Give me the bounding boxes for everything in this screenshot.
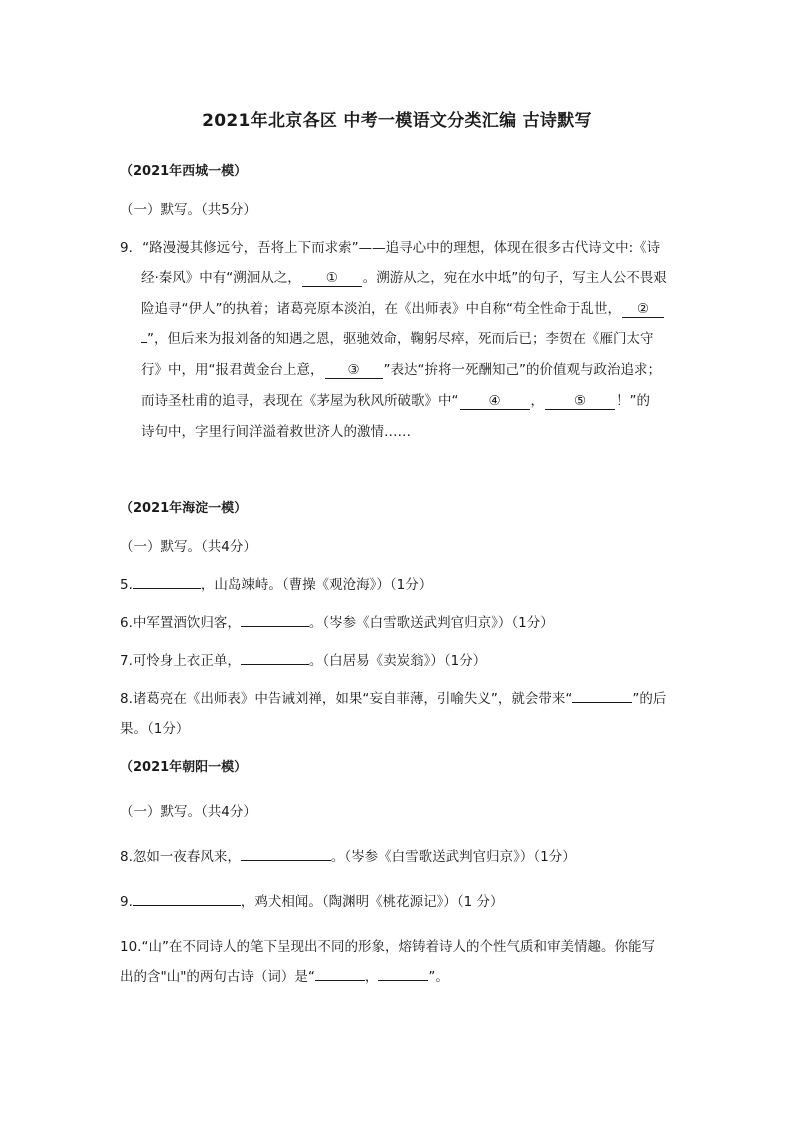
answer-blank-5[interactable]: ⑤ xyxy=(545,394,615,410)
text-segment: 。（白居易《卖炭翁》）（1分） xyxy=(308,653,487,669)
answer-blank-2[interactable]: ② xyxy=(622,302,664,318)
answer-blank[interactable] xyxy=(241,612,309,627)
question-8 xyxy=(120,845,576,865)
question-number: 9. xyxy=(120,894,133,910)
text-segment: ， xyxy=(530,393,544,409)
text-segment: 8.诸葛亮在《出师表》中告诫刘禅，如果“妄自菲薄，引喻失义”，就会带来“ xyxy=(120,691,573,707)
question-9-line-7: 诗句中，字里行间洋溢着救世济人的激情…… xyxy=(141,424,411,440)
text-segment: 经·秦风》中有“溯洄从之， xyxy=(141,270,301,286)
text-segment: 行》中，用“报君黄金台上意， xyxy=(141,362,324,378)
question-9-line-5 xyxy=(141,358,661,379)
text-segment: ，山岛竦峙。（曹操《观沧海》）（1分） xyxy=(200,577,433,593)
question-number: 5. xyxy=(120,577,133,593)
question-9-line-1: 9．“路漫漫其修远兮，吾将上下而求索”——追寻心中的理想，体现在很多古代诗文中:《诗 xyxy=(120,240,661,256)
question-9 xyxy=(120,890,504,910)
part-heading: （一）默写。（共4分） xyxy=(120,539,257,555)
question-8-line-2: 果。（1分） xyxy=(120,721,190,737)
section-heading-xicheng: （2021年西城一模） xyxy=(120,164,248,179)
text-segment: ，鸡犬相闻。（陶渊明《桃花源记》）（1 分） xyxy=(240,894,504,910)
answer-blank[interactable] xyxy=(241,650,309,665)
answer-blank[interactable] xyxy=(378,966,428,981)
text-segment: 。溯游从之，宛在水中坻”的句子，写主人公不畏艰 xyxy=(362,270,667,286)
question-9-line-3 xyxy=(141,297,665,318)
answer-blank[interactable] xyxy=(572,688,632,703)
text-segment: 7.可怜身上衣正单， xyxy=(120,653,241,669)
answer-blank-3[interactable]: ③ xyxy=(325,363,383,379)
answer-blank-1[interactable]: ① xyxy=(302,271,362,287)
text-segment: 出的含"山"的两句古诗（词）是“ xyxy=(120,969,315,985)
text-segment: ”表达“拚将一死酬知己”的价值观与政治追求； xyxy=(383,362,661,378)
text-segment: 。（岑参《白雪歌送武判官归京》）（1分） xyxy=(308,615,554,631)
question-5 xyxy=(120,573,432,593)
text-segment: ， xyxy=(364,969,379,985)
page-title: 2021年北京各区 中考一模语文分类汇编 古诗默写 xyxy=(202,111,592,131)
text-segment: 6.中军置酒饮归客， xyxy=(120,615,241,631)
question-9-line-6 xyxy=(141,389,650,410)
question-9-line-2 xyxy=(141,266,667,287)
text-segment: ！”的 xyxy=(616,393,650,409)
section-heading-chaoyang: （2021年朝阳一模） xyxy=(120,760,248,775)
question-7 xyxy=(120,649,486,669)
question-10-line-1: 10.“山”在不同诗人的笔下呈现出不同的形象，熔铸着诗人的个性气质和审美情趣。你能写 xyxy=(120,939,655,955)
question-10-line-2 xyxy=(120,965,449,985)
text-segment: ”。 xyxy=(428,969,449,985)
question-6 xyxy=(120,611,554,631)
text-segment: ”的后 xyxy=(632,691,667,707)
answer-blank[interactable] xyxy=(241,846,331,861)
answer-blank[interactable] xyxy=(315,966,365,981)
question-9-line-4 xyxy=(141,327,654,347)
text-segment: 险追寻“伊人”的执着；诸葛亮原本淡泊，在《出师表》中自称“苟全性命于乱世， xyxy=(141,301,621,317)
answer-blank[interactable] xyxy=(133,891,241,906)
text-segment: 而诗圣杜甫的追寻，表现在《茅屋为秋风所破歌》中“ xyxy=(141,393,459,409)
answer-blank-4[interactable]: ④ xyxy=(460,394,530,410)
text-segment: 。（岑参《白雪歌送武判官归京》）（1分） xyxy=(330,849,576,865)
section-heading-haidian: （2021年海淀一模） xyxy=(120,501,248,516)
question-8-line-1 xyxy=(120,687,666,707)
text-segment: ”，但后来为报刘备的知遇之恩，驱驰效命，鞠躬尽瘁，死而后已；李贺在《雁门太守 xyxy=(147,331,654,347)
part-heading: （一）默写。（共5分） xyxy=(120,202,257,218)
text-segment: 8.忽如一夜春风来， xyxy=(120,849,241,865)
answer-blank[interactable] xyxy=(133,574,201,589)
part-heading: （一）默写。（共4分） xyxy=(120,804,257,820)
